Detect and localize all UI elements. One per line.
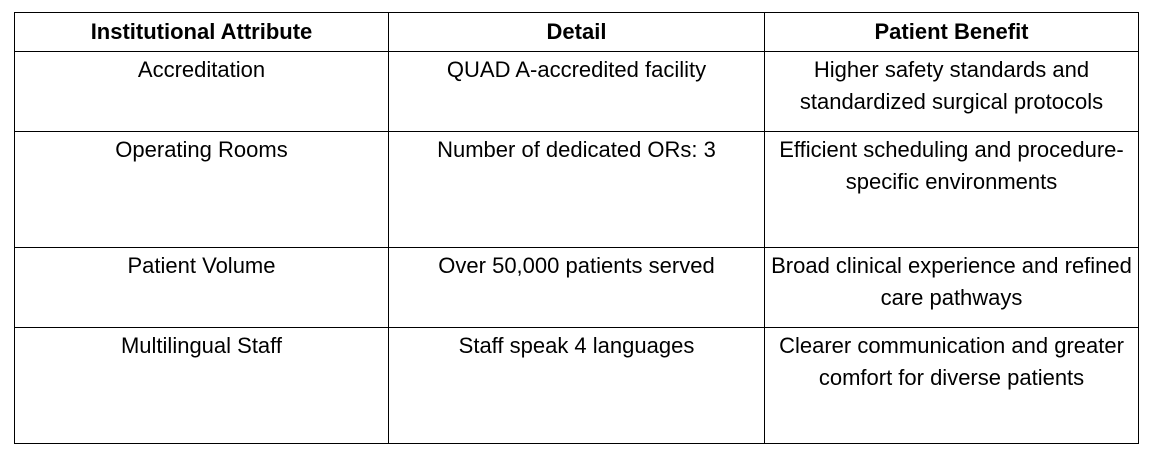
- cell-attribute: Patient Volume: [15, 248, 389, 328]
- table-row: [15, 328, 1139, 444]
- cell-detail: Over 50,000 patients served: [389, 248, 765, 328]
- header-patient-benefit: Patient Benefit: [765, 13, 1139, 52]
- cell-benefit: Broad clinical experience and refined care pathways: [765, 248, 1139, 328]
- cell-detail: Number of dedicated ORs: 3: [389, 132, 765, 248]
- cell-benefit: Clearer communication and greater comfort for diverse patients: [765, 328, 1139, 444]
- cell-attribute: Operating Rooms: [15, 132, 389, 248]
- cell-detail: QUAD A-accredited facility: [389, 52, 765, 132]
- table-row: [15, 52, 1139, 132]
- header-detail: Detail: [389, 13, 765, 52]
- cell-detail: Staff speak 4 languages: [389, 328, 765, 444]
- cell-benefit: Efficient scheduling and procedure-specific environments: [765, 132, 1139, 248]
- header-institutional-attribute: Institutional Attribute: [15, 13, 389, 52]
- institution-table: [14, 12, 1139, 444]
- cell-attribute: Multilingual Staff: [15, 328, 389, 444]
- table-row: [15, 132, 1139, 248]
- table-row: [15, 248, 1139, 328]
- cell-attribute: Accreditation: [15, 52, 389, 132]
- cell-benefit: Higher safety standards and standardized surgical protocols: [765, 52, 1139, 132]
- table-header-row: [15, 13, 1139, 52]
